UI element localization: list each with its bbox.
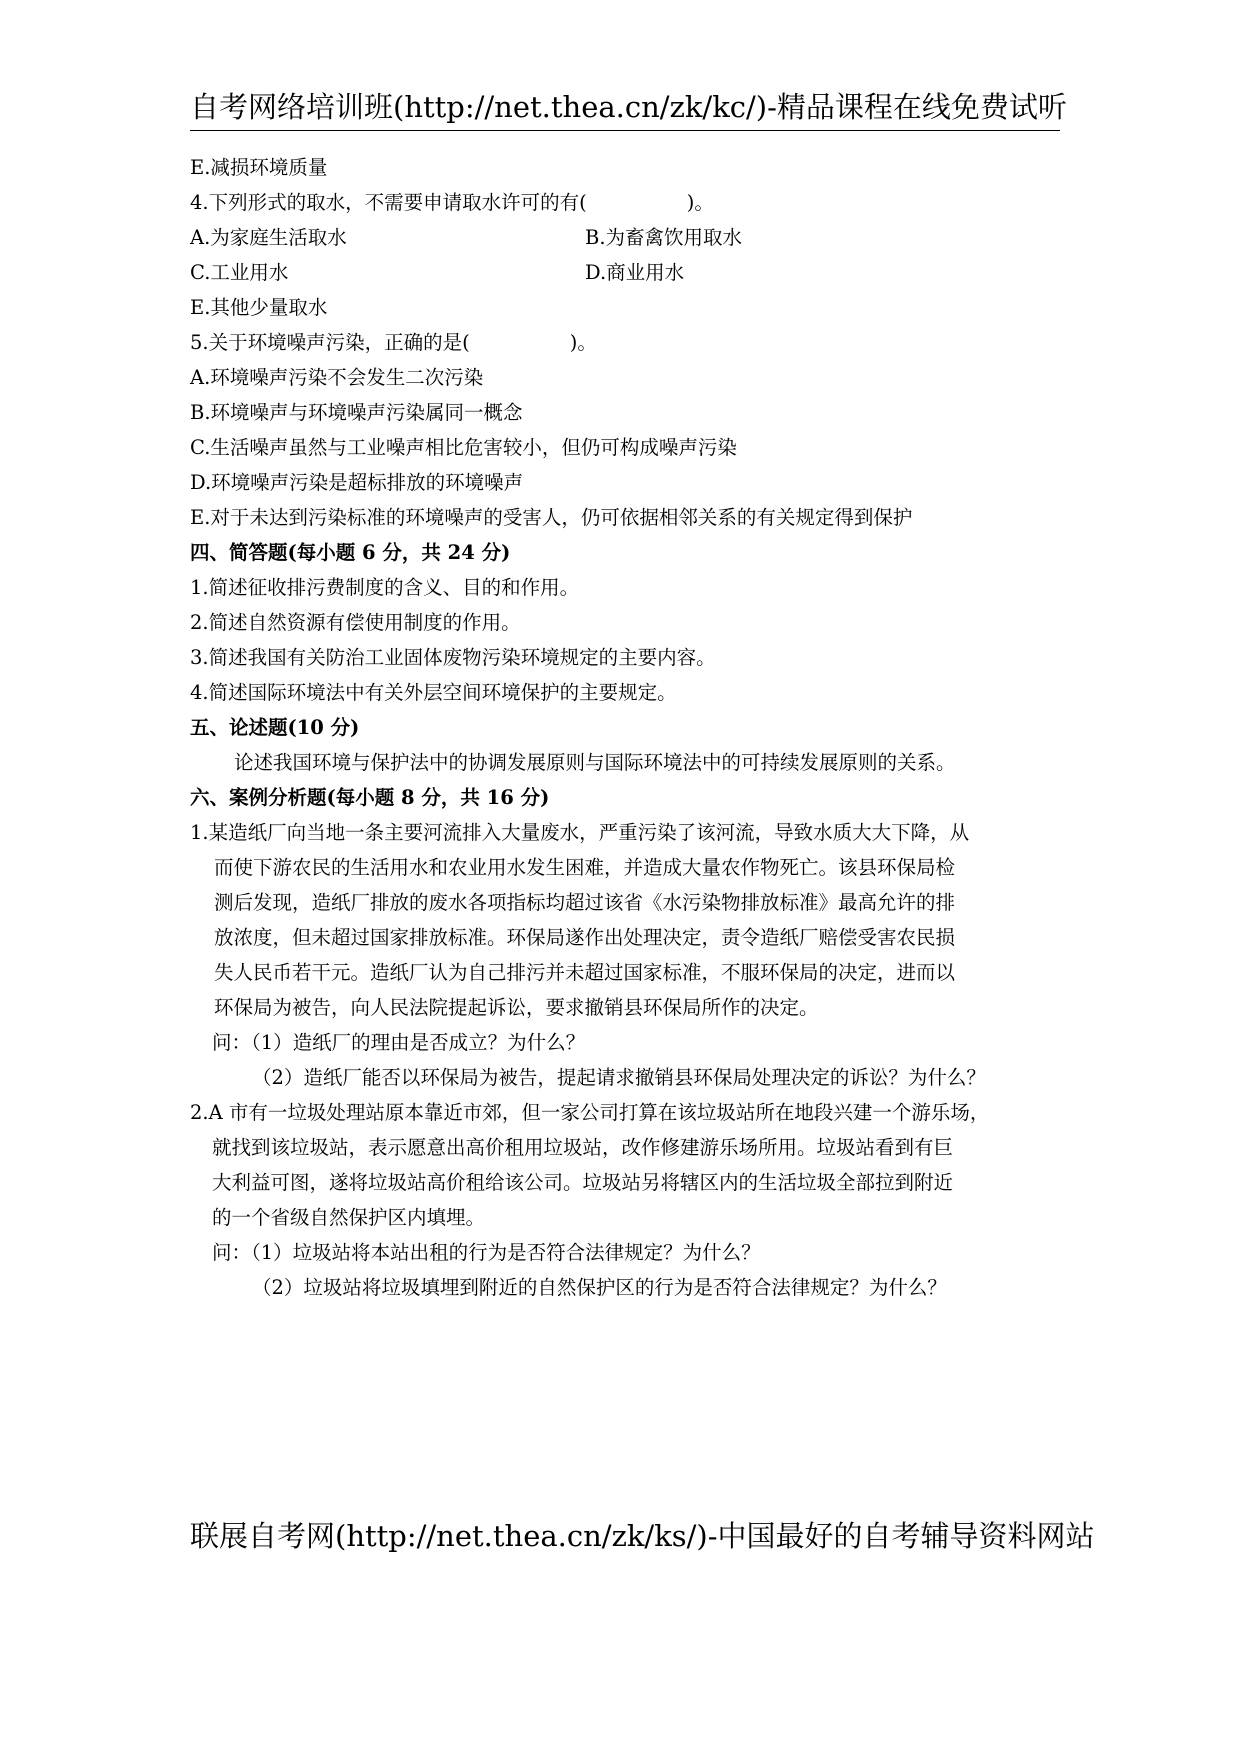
q4-stem-text: 4.下列形式的取水，不需要申请取水许可的有(: [190, 191, 587, 214]
case-1-line: 1.某造纸厂向当地一条主要河流排入大量废水，严重污染了该河流，导致水质大大下降，从: [190, 821, 970, 844]
case-1-line: 而使下游农民的生活用水和农业用水发生困难，并造成大量农作物死亡。该县环保局检: [214, 856, 956, 879]
q5-option-b: B.环境噪声与环境噪声污染属同一概念: [190, 401, 523, 424]
case-2-line: 大利益可图，遂将垃圾站高价租给该公司。垃圾站另将辖区内的生活垃圾全部拉到附近: [212, 1171, 954, 1194]
page-footer: 联展自考网(http://net.thea.cn/zk/ks/)-中国最好的自考辅导资料网站: [190, 1519, 1095, 1553]
q4-option-c: C.工业用水: [190, 261, 289, 284]
case-1-question-2: （2）造纸厂能否以环保局为被告，提起请求撤销县环保局处理决定的诉讼？为什么？: [252, 1066, 986, 1089]
case-1-question-1: 问：（1）造纸厂的理由是否成立？为什么？: [212, 1031, 586, 1054]
section-4-item: 1.简述征收排污费制度的含义、目的和作用。: [190, 576, 580, 599]
page-header: [190, 86, 1067, 131]
section-4-item: 3.简述我国有关防治工业固体废物污染环境规定的主要内容。: [190, 646, 716, 669]
case-2-line: 2.A 市有一垃圾处理站原本靠近市郊，但一家公司打算在该垃圾站所在地段兴建一个游乐场，: [190, 1101, 990, 1124]
case-1-line: 失人民币若干元。造纸厂认为自己排污并未超过国家标准，不服环保局的决定，进而以: [214, 961, 956, 984]
case-2-question-1: 问：（1）垃圾站将本站出租的行为是否符合法律规定？为什么？: [212, 1241, 761, 1264]
section-5-body: 论述我国环境与保护法中的协调发展原则与国际环境法中的可持续发展原则的关系。: [234, 751, 956, 774]
case-1-line: 环保局为被告，向人民法院提起诉讼，要求撤销县环保局所作的决定。: [214, 996, 819, 1019]
q5-option-c: C.生活噪声虽然与工业噪声相比危害较小，但仍可构成噪声污染: [190, 436, 737, 459]
case-2-question-2: （2）垃圾站将垃圾填埋到附近的自然保护区的行为是否符合法律规定？为什么？: [252, 1276, 947, 1299]
section-6-title: 六、案例分析题(每小题 8 分，共 16 分): [190, 786, 550, 809]
section-4-item: 4.简述国际环境法中有关外层空间环境保护的主要规定。: [190, 681, 677, 704]
q5-stem-text: 5.关于环境噪声污染，正确的是(: [190, 331, 470, 354]
q4-options-row-1: [190, 220, 1060, 255]
case-1-line: 放浓度，但未超过国家排放标准。环保局遂作出处理决定，责令造纸厂赔偿受害农民损: [214, 926, 956, 949]
q4-stem-end: )。: [686, 191, 714, 214]
document-body: [190, 150, 1060, 1305]
q4-option-d: D.商业用水: [585, 261, 685, 284]
case-1-line: 测后发现，造纸厂排放的废水各项指标均超过该省《水污染物排放标准》最高允许的排: [214, 891, 956, 914]
q4-option-a: A.为家庭生活取水: [190, 226, 347, 249]
q5-option-e: E.对于未达到污染标准的环境噪声的受害人，仍可依据相邻关系的有关规定得到保护: [190, 506, 913, 529]
section-4-title: 四、简答题(每小题 6 分，共 24 分): [190, 541, 511, 564]
header-text: 自考网络培训班(http://net.thea.cn/zk/kc/)-精品课程在线免费试听: [190, 90, 1067, 124]
q4-stem: [190, 185, 1060, 220]
section-5-title: 五、论述题(10 分): [190, 716, 360, 739]
case-2-line: 的一个省级自然保护区内填埋。: [212, 1206, 486, 1229]
q5-stem: [190, 325, 1060, 360]
q4-options-row-2: [190, 255, 1060, 290]
q3-option-e: E.减损环境质量: [190, 156, 328, 179]
q5-option-d: D.环境噪声污染是超标排放的环境噪声: [190, 471, 524, 494]
q4-option-b: B.为畜禽饮用取水: [585, 226, 743, 249]
case-2-line: 就找到该垃圾站，表示愿意出高价租用垃圾站，改作修建游乐场所用。垃圾站看到有巨: [212, 1136, 954, 1159]
q5-option-a: A.环境噪声污染不会发生二次污染: [190, 366, 484, 389]
q4-option-e: E.其他少量取水: [190, 296, 328, 319]
section-4-item: 2.简述自然资源有偿使用制度的作用。: [190, 611, 521, 634]
q5-stem-end: )。: [569, 331, 597, 354]
